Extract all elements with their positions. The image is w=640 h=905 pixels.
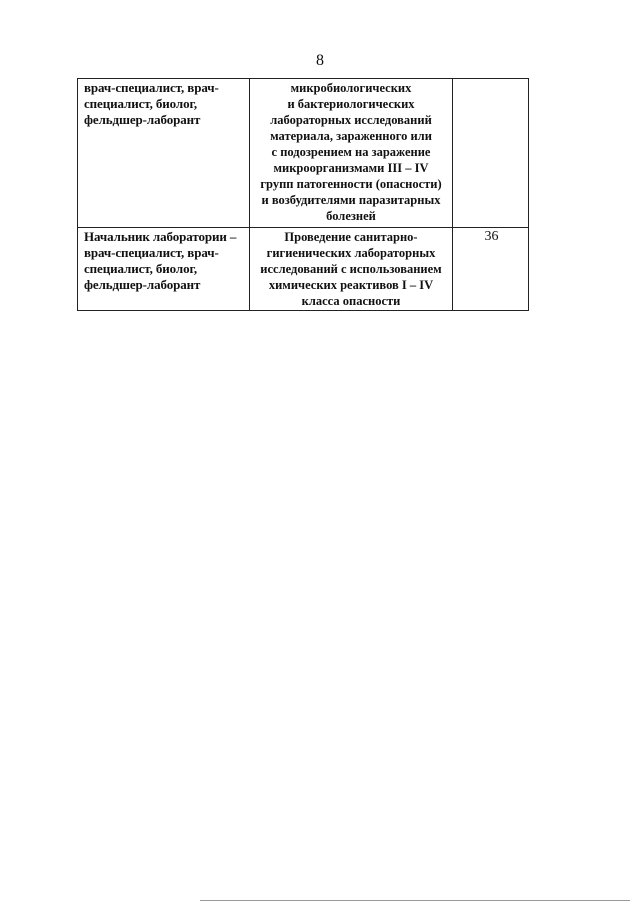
description-text-line: с подозрением на заражение xyxy=(271,145,431,159)
description-text-line: болезней xyxy=(326,209,376,223)
description-text-line: исследований с использованием xyxy=(260,262,442,276)
scan-edge-line xyxy=(200,900,630,901)
description-text-line: и бактериологических xyxy=(287,97,415,111)
position-cell xyxy=(78,228,250,311)
position-text-line: Начальник лаборатории – xyxy=(84,229,237,244)
work-description-cell xyxy=(250,228,453,311)
position-text-line: врач-специалист, врач- xyxy=(84,245,219,260)
position-cell xyxy=(78,79,250,228)
positions-table xyxy=(77,78,529,311)
position-text-line: специалист, биолог, xyxy=(84,96,197,111)
position-text-line: специалист, биолог, xyxy=(84,261,197,276)
description-text-line: групп патогенности (опасности) xyxy=(260,177,442,191)
description-text-line: микробиологических xyxy=(290,81,412,95)
days-cell xyxy=(453,79,529,228)
description-text-line: материала, зараженного или xyxy=(270,129,432,143)
description-text-line: лабораторных исследований xyxy=(270,113,432,127)
page-number: 8 xyxy=(316,52,324,69)
position-text-line: врач-специалист, врач- xyxy=(84,80,219,95)
description-text-line: химических реактивов I – IV xyxy=(268,278,434,292)
position-text-line: фельдшер-лаборант xyxy=(84,277,201,292)
description-text-line: Проведение санитарно- xyxy=(284,230,418,244)
position-text-line: фельдшер-лаборант xyxy=(84,112,201,127)
description-text-line: гигиенических лабораторных xyxy=(266,246,436,260)
description-text-line: и возбудителями паразитарных xyxy=(261,193,441,207)
description-text-line: микроорганизмами III – IV xyxy=(273,161,429,175)
days-cell: 36 xyxy=(453,228,529,311)
description-text-line: класса опасности xyxy=(301,294,401,308)
work-description-cell xyxy=(250,79,453,228)
table-row xyxy=(78,79,529,228)
table-row xyxy=(78,228,529,311)
